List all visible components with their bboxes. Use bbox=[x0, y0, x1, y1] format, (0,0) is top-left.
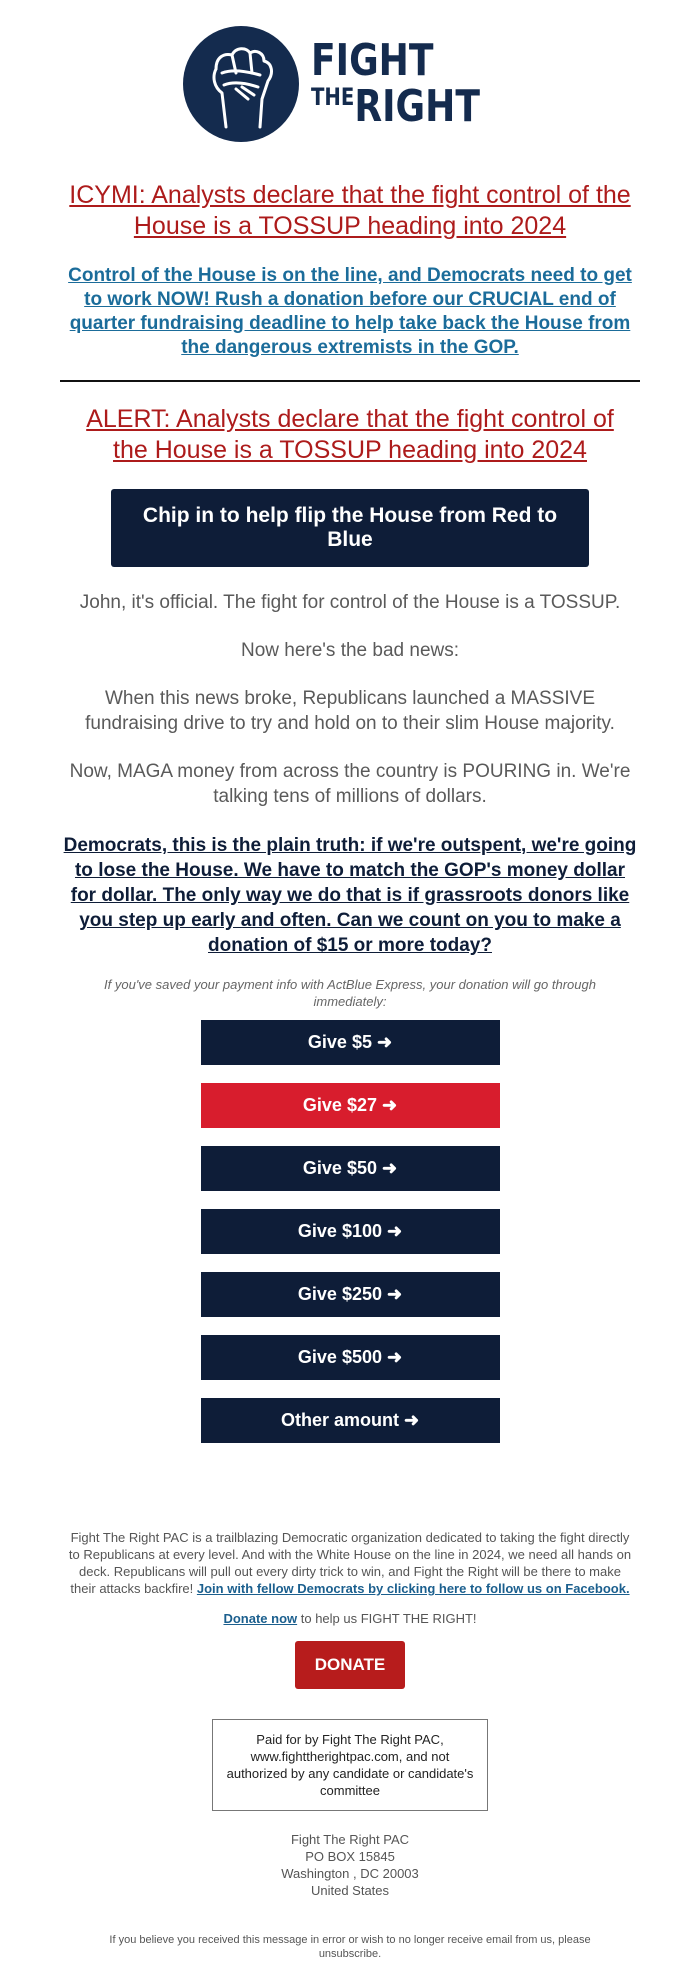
chip-in-button[interactable]: Chip in to help flip the House from Red to Blue bbox=[111, 489, 589, 567]
email-body bbox=[60, 0, 640, 1961]
logo-right: RIGHT bbox=[354, 81, 480, 132]
give-other-amount-button[interactable]: Other amount ➜ bbox=[201, 1398, 500, 1443]
donate-button[interactable]: DONATE bbox=[295, 1641, 406, 1689]
logo-wordmark bbox=[310, 35, 517, 132]
logo-the: THE bbox=[310, 83, 355, 111]
address-line: Washington , DC 20003 bbox=[281, 1866, 419, 1881]
give-buttons bbox=[60, 1020, 640, 1443]
give-50-button[interactable]: Give $50 ➜ bbox=[201, 1146, 500, 1191]
logo-line-fight: FIGHT bbox=[310, 35, 434, 86]
address-line: Fight The Right PAC bbox=[290, 1832, 409, 1847]
give-100-button[interactable]: Give $100 ➜ bbox=[201, 1209, 500, 1254]
donate-line bbox=[60, 1611, 640, 1626]
fight-the-right-logo[interactable] bbox=[60, 0, 640, 146]
raised-fist-icon bbox=[183, 26, 299, 142]
donate-now-link[interactable]: Donate now bbox=[223, 1611, 298, 1626]
divider bbox=[60, 380, 640, 382]
deadline-link[interactable]: Control of the House is on the line, and Democrats need to get to work NOW! Rush a donation before our CRUCIAL end of quarter fundraising deadline to help take back the House from the dangerous extremists in the GOP. bbox=[68, 265, 632, 358]
body-paragraph: Now here's the bad news: bbox=[240, 640, 460, 661]
address-line: United States bbox=[310, 1883, 390, 1898]
actblue-express-note: If you've saved your payment info with ActBlue Express, your donation will go through immediately: bbox=[104, 977, 596, 1009]
body-paragraph: John, it's official. The fight for control of the House is a TOSSUP. bbox=[79, 592, 621, 613]
give-5-button[interactable]: Give $5 ➜ bbox=[201, 1020, 500, 1065]
paid-for-disclaimer: Paid for by Fight The Right PAC, www.fighttherightpac.com, and not authorized by any candidate or candidate's committee bbox=[212, 1719, 488, 1811]
body-paragraph: When this news broke, Republicans launched a MASSIVE fundraising drive to try and hold on to their slim House majority. bbox=[85, 688, 615, 734]
facebook-link[interactable]: Join with fellow Democrats by clicking here to follow us on Facebook. bbox=[196, 1581, 630, 1596]
headline-alert[interactable]: ALERT: Analysts declare that the fight control of the House is a TOSSUP heading into 2024 bbox=[86, 405, 614, 464]
give-250-button[interactable]: Give $250 ➜ bbox=[201, 1272, 500, 1317]
logo-line-the-right bbox=[310, 81, 480, 132]
give-500-button[interactable]: Give $500 ➜ bbox=[201, 1335, 500, 1380]
donation-ask-link[interactable]: Democrats, this is the plain truth: if we're outspent, we're going to lose the House. We have to match the GOP's money dollar for dollar. The only way we do that is if grassroots donors like you step up early and often. Can we count on you to make a donation of $15 or more today? bbox=[63, 835, 637, 956]
address-line: PO BOX 15845 bbox=[305, 1849, 395, 1864]
give-27-button[interactable]: Give $27 ➜ bbox=[201, 1083, 500, 1128]
headline-icymi[interactable]: ICYMI: Analysts declare that the fight control of the House is a TOSSUP heading into 2024 bbox=[69, 181, 631, 240]
unsubscribe-text[interactable]: If you believe you received this message in error or wish to no longer receive email from us, please unsubscribe. bbox=[109, 1934, 591, 1960]
footer-about-text: Fight The Right PAC is a trailblazing Democratic organization dedicated to taking the fight directly to Republicans at every level. And with the White House on the line in 2024, we need all hands on deck. Republicans will pull out every dirty trick to win, and Fight the Right will be there to make their attacks backfire! bbox=[68, 1530, 632, 1596]
footer-about bbox=[60, 1529, 640, 1597]
donate-line-text: to help us FIGHT THE RIGHT! bbox=[297, 1611, 477, 1626]
mailing-address bbox=[60, 1831, 640, 1899]
body-paragraph: Now, MAGA money from across the country is POURING in. We're talking tens of millions of dollars. bbox=[69, 761, 631, 807]
